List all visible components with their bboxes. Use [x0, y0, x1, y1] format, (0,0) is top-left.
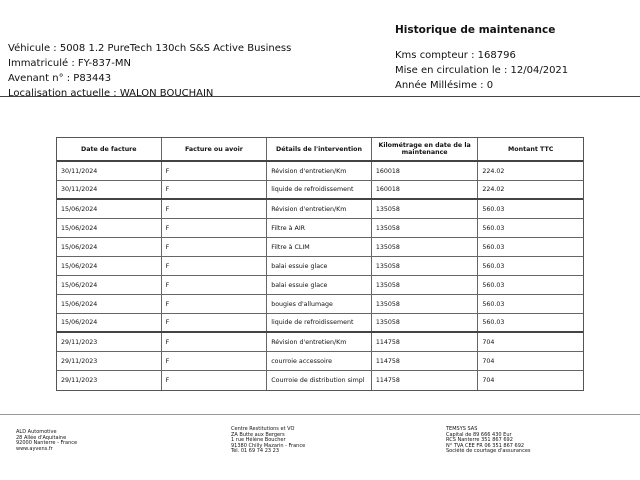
footer-website[interactable]: www.ayvens.fr: [16, 445, 53, 452]
cell-type: F: [162, 219, 268, 237]
cell-date: 30/11/2024: [57, 181, 162, 198]
cell-details: Révision d'entretien/Km: [267, 200, 372, 218]
vehicle-location: Localisation actuelle : WALON BOUCHAIN: [8, 88, 214, 99]
cell-amount: 704: [482, 357, 495, 365]
footer-line: RCS Nanterre 351 867 692: [446, 437, 513, 443]
cell-mileage: 114758: [372, 333, 479, 351]
header-divider: [0, 96, 640, 97]
footer-line: 91380 Chilly Mazarin - France: [231, 442, 306, 449]
cell-mileage: 135058: [372, 238, 479, 256]
cell-details: Filtre à CLIM: [267, 238, 372, 256]
cell-type: F: [162, 276, 268, 294]
cell-type: F: [162, 257, 268, 275]
column-header-details: Détails de l'intervention: [267, 138, 372, 160]
cell-details: balai essuie glace: [267, 276, 372, 294]
cell-type: F: [162, 371, 268, 390]
footer-line: 1 rue Hélène Boucher: [231, 437, 286, 443]
registration-date: Mise en circulation le : 12/04/2021: [395, 65, 569, 76]
cell-details: Courroie de distribution simpl: [267, 371, 372, 390]
table-row: [57, 352, 583, 371]
table-row: [57, 162, 583, 181]
cell-type: F: [162, 162, 268, 180]
cell-type: F: [162, 200, 268, 218]
cell-amount: 224.02: [482, 186, 505, 193]
cell-details: balai essuie glace: [267, 257, 372, 275]
cell-details: liquide de refroidissement: [267, 314, 372, 331]
cell-date: 29/11/2023: [57, 371, 162, 390]
table-header-row: [57, 138, 583, 162]
cell-amount: 560.03: [482, 205, 505, 213]
cell-amount: 560.03: [482, 319, 505, 326]
cell-type: F: [162, 314, 268, 331]
cell-amount: 560.03: [482, 281, 505, 289]
footer-line: Tél. 01 69 74 23 23: [231, 448, 280, 454]
table-row: [57, 276, 583, 295]
cell-mileage: 135058: [372, 314, 479, 331]
cell-date: 15/06/2024: [57, 219, 162, 237]
cell-date: 15/06/2024: [57, 295, 162, 313]
footer-divider: [0, 414, 640, 415]
cell-type: F: [162, 238, 268, 256]
footer-line: 28 Allée d'Aquitaine: [16, 434, 67, 441]
cell-date: 29/11/2023: [57, 352, 162, 370]
table-row: [57, 219, 583, 238]
table-row: [57, 333, 583, 352]
footer-line: Capital de 89 666 430 Eur: [446, 431, 512, 438]
footer-line: Centre Restitutions et VO: [231, 426, 295, 432]
model-year: Année Millésime : 0: [395, 80, 494, 91]
cell-type: F: [162, 295, 268, 313]
cell-details: Révision d'entretien/Km: [267, 333, 372, 351]
cell-amount: 560.03: [482, 300, 505, 308]
cell-amount: 704: [482, 338, 495, 346]
table-row: [57, 295, 583, 314]
cell-date: 29/11/2023: [57, 333, 162, 351]
cell-details: bougies d'allumage: [267, 295, 372, 313]
vehicle-amendment: Avenant n° : P83443: [8, 73, 112, 84]
column-header-date: Date de facture: [57, 138, 162, 160]
cell-type: F: [162, 333, 268, 351]
vehicle-registration: Immatriculé : FY-837-MN: [8, 58, 131, 69]
vehicle-meta: [395, 48, 568, 93]
cell-amount: 224.02: [482, 167, 505, 175]
page-title: Historique de maintenance: [395, 24, 556, 36]
cell-mileage: 160018: [372, 162, 479, 180]
cell-mileage: 114758: [372, 371, 479, 390]
cell-amount: 704: [482, 377, 495, 384]
table-row: [57, 371, 583, 390]
footer-legal: [446, 427, 531, 455]
cell-details: Filtre à AIR: [267, 219, 372, 237]
cell-date: 15/06/2024: [57, 200, 162, 218]
cell-date: 30/11/2024: [57, 162, 162, 180]
column-header-mileage: Kilométrage en date de la maintenance: [372, 138, 479, 160]
footer-line: N° TVA CEE FR 06 351 867 692: [446, 442, 525, 449]
cell-mileage: 135058: [372, 257, 479, 275]
cell-type: F: [162, 181, 268, 198]
cell-date: 15/06/2024: [57, 238, 162, 256]
column-header-type: Facture ou avoir: [162, 138, 268, 160]
footer-returns-center: [231, 427, 305, 455]
table-row: [57, 257, 583, 276]
odometer: Kms compteur : 168796: [395, 50, 516, 61]
table-row: [57, 238, 583, 257]
cell-type: F: [162, 352, 268, 370]
vehicle-info: [8, 41, 291, 101]
cell-date: 15/06/2024: [57, 276, 162, 294]
footer-line: TEMSYS SAS: [446, 426, 478, 432]
vehicle-model: Véhicule : 5008 1.2 PureTech 130ch S&S Active Business: [8, 43, 292, 54]
table-row: [57, 314, 583, 333]
cell-mileage: 135058: [372, 219, 479, 237]
cell-mileage: 135058: [372, 295, 479, 313]
cell-date: 15/06/2024: [57, 314, 162, 331]
cell-mileage: 135058: [372, 200, 479, 218]
cell-date: 15/06/2024: [57, 257, 162, 275]
column-header-amount: Montant TTC: [508, 145, 554, 153]
cell-amount: 560.03: [482, 224, 505, 232]
table-row: [57, 200, 583, 219]
footer-line: 92000 Nanterre - France: [16, 440, 78, 446]
footer-company: [16, 430, 77, 452]
cell-amount: 560.03: [482, 262, 505, 270]
table-row: [57, 181, 583, 200]
cell-mileage: 135058: [372, 276, 479, 294]
cell-details: Révision d'entretien/Km: [267, 162, 372, 180]
footer-line: ZA Butte aux Bergers: [231, 431, 285, 438]
footer-line: ALD Automotive: [16, 429, 57, 435]
cell-details: liquide de refroidissement: [267, 181, 372, 198]
cell-mileage: 160018: [372, 181, 479, 198]
cell-mileage: 114758: [372, 352, 479, 370]
cell-amount: 560.03: [482, 243, 505, 251]
footer-line: Société de courtage d'assurances: [446, 448, 531, 454]
maintenance-table: [56, 137, 584, 391]
cell-details: courroie accessoire: [267, 352, 372, 370]
